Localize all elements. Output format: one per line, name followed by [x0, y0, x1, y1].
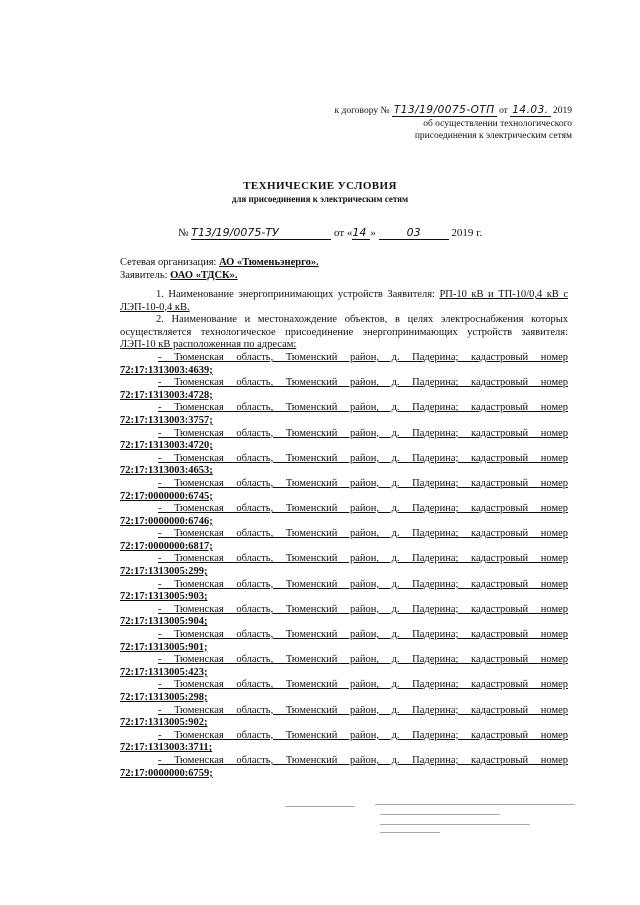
cadastral-number: 72:17:1313005:298;	[120, 692, 208, 703]
cadastral-number: 72:17:1313005:299;	[120, 566, 208, 578]
address-text: - Тюменская область, Тюменский район, д. Падерина; кадастровый номер	[158, 402, 568, 414]
tu-from: от «	[334, 227, 353, 239]
item-1-value: РП-10 кВ и ТП-10/0,4 кВ с ЛЭП-10-0,4 кВ.	[120, 289, 568, 313]
cadastral-number: 72:17:0000000:6745;	[120, 490, 213, 502]
tu-day: 14	[352, 226, 370, 240]
cadastral-number: 72:17:1313005:901;	[120, 641, 208, 653]
parties	[120, 256, 319, 282]
applicant-name: ОАО «ТДСК».	[170, 270, 238, 281]
address-text: - Тюменская область, Тюменский район, д. Падерина; кадастровый номер	[158, 427, 568, 439]
address-list	[120, 352, 568, 780]
contract-date: 14.03.	[512, 104, 549, 116]
cadastral-number: 72:17:1313005:904;	[120, 616, 208, 628]
address-entry	[120, 629, 568, 654]
address-text: - Тюменская область, Тюменский район, д. Падерина; кадастровый номер	[158, 351, 568, 363]
address-text: - Тюменская область, Тюменский район, д. Падерина; кадастровый номер	[158, 553, 568, 565]
tu-number: Т13/19/0075-ТУ	[191, 226, 331, 240]
item-2-text: 2. Наименование и местонахождение объектов, в целях электроснабжения которых осуществляется технологическое присоединение энергопринимающих устройств заявителя:	[120, 314, 568, 338]
item-1	[120, 289, 568, 314]
contract-reference	[302, 104, 572, 143]
applicant-label: Заявитель:	[120, 270, 168, 281]
address-entry	[120, 478, 568, 503]
cadastral-number: 72:17:1313003:4720;	[120, 440, 213, 452]
address-text: - Тюменская область, Тюменский район, д. Падерина; кадастровый номер	[158, 578, 568, 590]
tu-number-prefix: №	[178, 227, 189, 239]
address-entry	[120, 755, 568, 780]
address-text: - Тюменская область, Тюменский район, д. Падерина; кадастровый номер	[158, 629, 568, 641]
cadastral-number: 72:17:1313003:4639;	[120, 364, 213, 376]
address-entry	[120, 377, 568, 402]
contract-line	[302, 104, 572, 118]
address-text: - Тюменская область, Тюменский район, д. Падерина; кадастровый номер	[158, 654, 568, 666]
address-text: - Тюменская область, Тюменский район, д. Падерина; кадастровый номер	[158, 603, 568, 615]
address-entry	[120, 428, 568, 453]
address-entry	[120, 453, 568, 478]
cadastral-number: 72:17:1313003:3757;	[120, 414, 213, 426]
address-text: - Тюменская область, Тюменский район, д. Падерина; кадастровый номер	[158, 679, 568, 691]
tu-number-line	[178, 226, 508, 240]
cadastral-number: 72:17:1313005:902;	[120, 717, 208, 729]
contract-prefix: к договору №	[334, 106, 390, 116]
signature-stamp-area	[285, 800, 575, 840]
address-text: - Тюменская область, Тюменский район, д. Падерина; кадастровый номер	[158, 377, 568, 389]
address-entry	[120, 654, 568, 679]
contract-year: 2019	[553, 106, 572, 116]
contract-purpose-2: присоединения к электрическим сетям	[414, 131, 572, 141]
address-text: - Тюменская область, Тюменский район, д. Падерина; кадастровый номер	[158, 729, 568, 741]
cadastral-number: 72:17:0000000:6746;	[120, 515, 213, 527]
cadastral-number: 72:17:1313003:4653;	[120, 465, 213, 477]
address-entry	[120, 553, 568, 578]
tu-year: 2019 г.	[451, 227, 483, 239]
cadastral-number: 72:17:1313003:3711;	[120, 742, 213, 754]
address-entry	[120, 705, 568, 730]
address-entry	[120, 679, 568, 704]
tu-close-quote: »	[370, 227, 376, 239]
address-text: - Тюменская область, Тюменский район, д. Падерина; кадастровый номер	[158, 754, 568, 766]
address-entry	[120, 528, 568, 553]
cadastral-number: 72:17:1313005:423;	[120, 666, 208, 678]
tu-month: 03	[379, 226, 449, 240]
address-text: - Тюменская область, Тюменский район, д. Падерина; кадастровый номер	[158, 528, 568, 540]
cadastral-number: 72:17:1313003:4728;	[120, 389, 213, 401]
address-entry	[120, 579, 568, 604]
address-text: - Тюменская область, Тюменский район, д. Падерина; кадастровый номер	[158, 503, 568, 515]
address-entry	[120, 352, 568, 377]
address-entry	[120, 604, 568, 629]
item-1-text: 1. Наименование энергопринимающих устройств Заявителя:	[156, 289, 435, 300]
cadastral-number: 72:17:1313005:903;	[120, 591, 208, 603]
item-2-value: ЛЭП-10 кВ расположенная по адресам:	[120, 339, 297, 351]
contract-purpose-1: об осуществлении технологического	[423, 118, 572, 129]
grid-org-name: АО «Тюменьэнерго».	[219, 257, 319, 268]
document-title: ТЕХНИЧЕСКИЕ УСЛОВИЯ	[243, 180, 397, 192]
grid-org-row	[120, 256, 319, 269]
document-subtitle: для присоединения к электрическим сетям	[231, 194, 409, 204]
address-text: - Тюменская область, Тюменский район, д. Падерина; кадастровый номер	[158, 704, 568, 716]
cadastral-number: 72:17:0000000:6817;	[120, 540, 213, 552]
address-text: - Тюменская область, Тюменский район, д. Падерина; кадастровый номер	[158, 452, 568, 464]
applicant-row	[120, 269, 319, 282]
contract-number: Т13/19/0075-ОТП	[393, 104, 495, 116]
cadastral-number: 72:17:0000000:6759;	[120, 767, 213, 779]
address-entry	[120, 402, 568, 427]
item-2	[120, 314, 568, 352]
contract-from: от	[499, 106, 508, 116]
address-text: - Тюменская область, Тюменский район, д. Падерина; кадастровый номер	[158, 477, 568, 489]
address-entry	[120, 730, 568, 755]
address-entry	[120, 503, 568, 528]
document-body	[120, 289, 568, 780]
grid-org-label: Сетевая организация:	[120, 257, 217, 268]
